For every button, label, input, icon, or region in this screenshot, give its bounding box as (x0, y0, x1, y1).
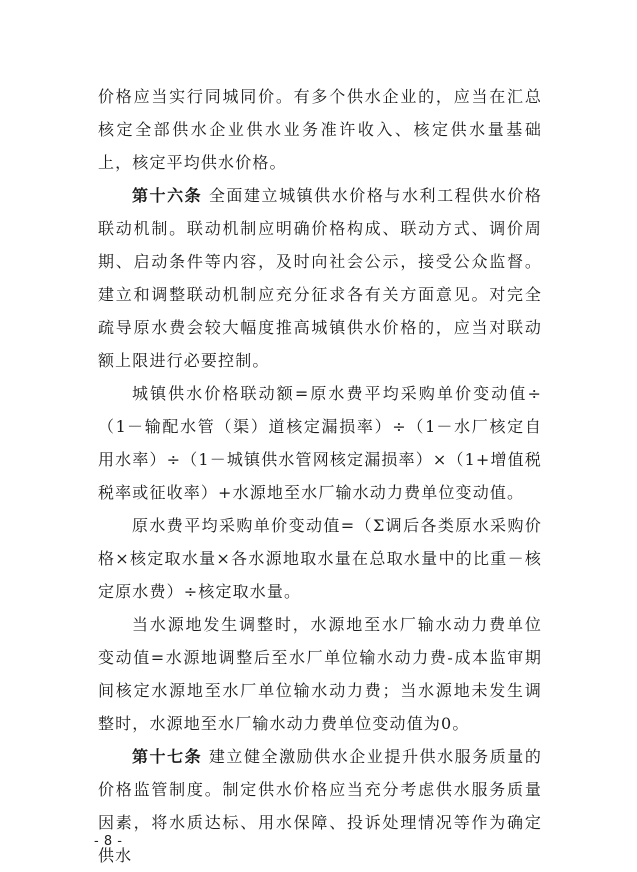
paragraph-text: 当水源地发生调整时，水源地至水厂输水动力费单位变动值=水源地调整后至水厂单位输水动力费-成本监审期间核定水源地至水厂单位输水动力费；当水源地未发生调整时，水源地至水厂输水动力费单位变动值为0。 (98, 615, 542, 733)
paragraph-water-source-adjustment (98, 608, 542, 740)
article-number: 第十六条 (132, 186, 203, 205)
paragraph-text: 城镇供水价格联动额=原水费平均采购单价变动值÷（1－输配水管（渠）道核定漏损率）÷（1－水厂核定自用水率）÷（1－城镇供水管网核定漏损率）×（1+增值税税率或征收率）+水源地至水厂输水动力费单位变动值。 (98, 384, 542, 502)
paragraph-linkage-formula (98, 377, 542, 509)
paragraph-article-17 (98, 740, 542, 872)
paragraph-text: 原水费平均采购单价变动值=（Σ调后各类原水采购价格×核定取水量×各水源地取水量在总取水量中的比重－核定原水费）÷核定取水量。 (98, 516, 542, 601)
paragraph-text: 全面建立城镇供水价格与水利工程供水价格联动机制。联动机制应明确价格构成、联动方式、调价周期、启动条件等内容，及时向社会公示，接受公众监督。建立和调整联动机制应充分征求各有关方面意见。对完全疏导原水费会较大幅度推高城镇供水价格的，应当对联动额上限进行必要控制。 (98, 186, 542, 370)
paragraph-text: 价格应当实行同城同价。有多个供水企业的，应当在汇总核定全部供水企业供水业务准许收入、核定供水量基础上，核定平均供水价格。 (98, 87, 542, 172)
paragraph-raw-water-formula (98, 509, 542, 608)
article-number: 第十七条 (132, 747, 203, 766)
paragraph-article-16 (98, 179, 542, 377)
paragraph-continuation (98, 80, 542, 179)
page-number: - 8 - (94, 834, 123, 849)
body-text (98, 80, 542, 872)
paragraph-text: 建立健全激励供水企业提升供水服务质量的价格监管制度。制定供水价格应当充分考虑供水服务质量因素，将水质达标、用水保障、投诉处理情况等作为确定供水 (98, 747, 542, 865)
